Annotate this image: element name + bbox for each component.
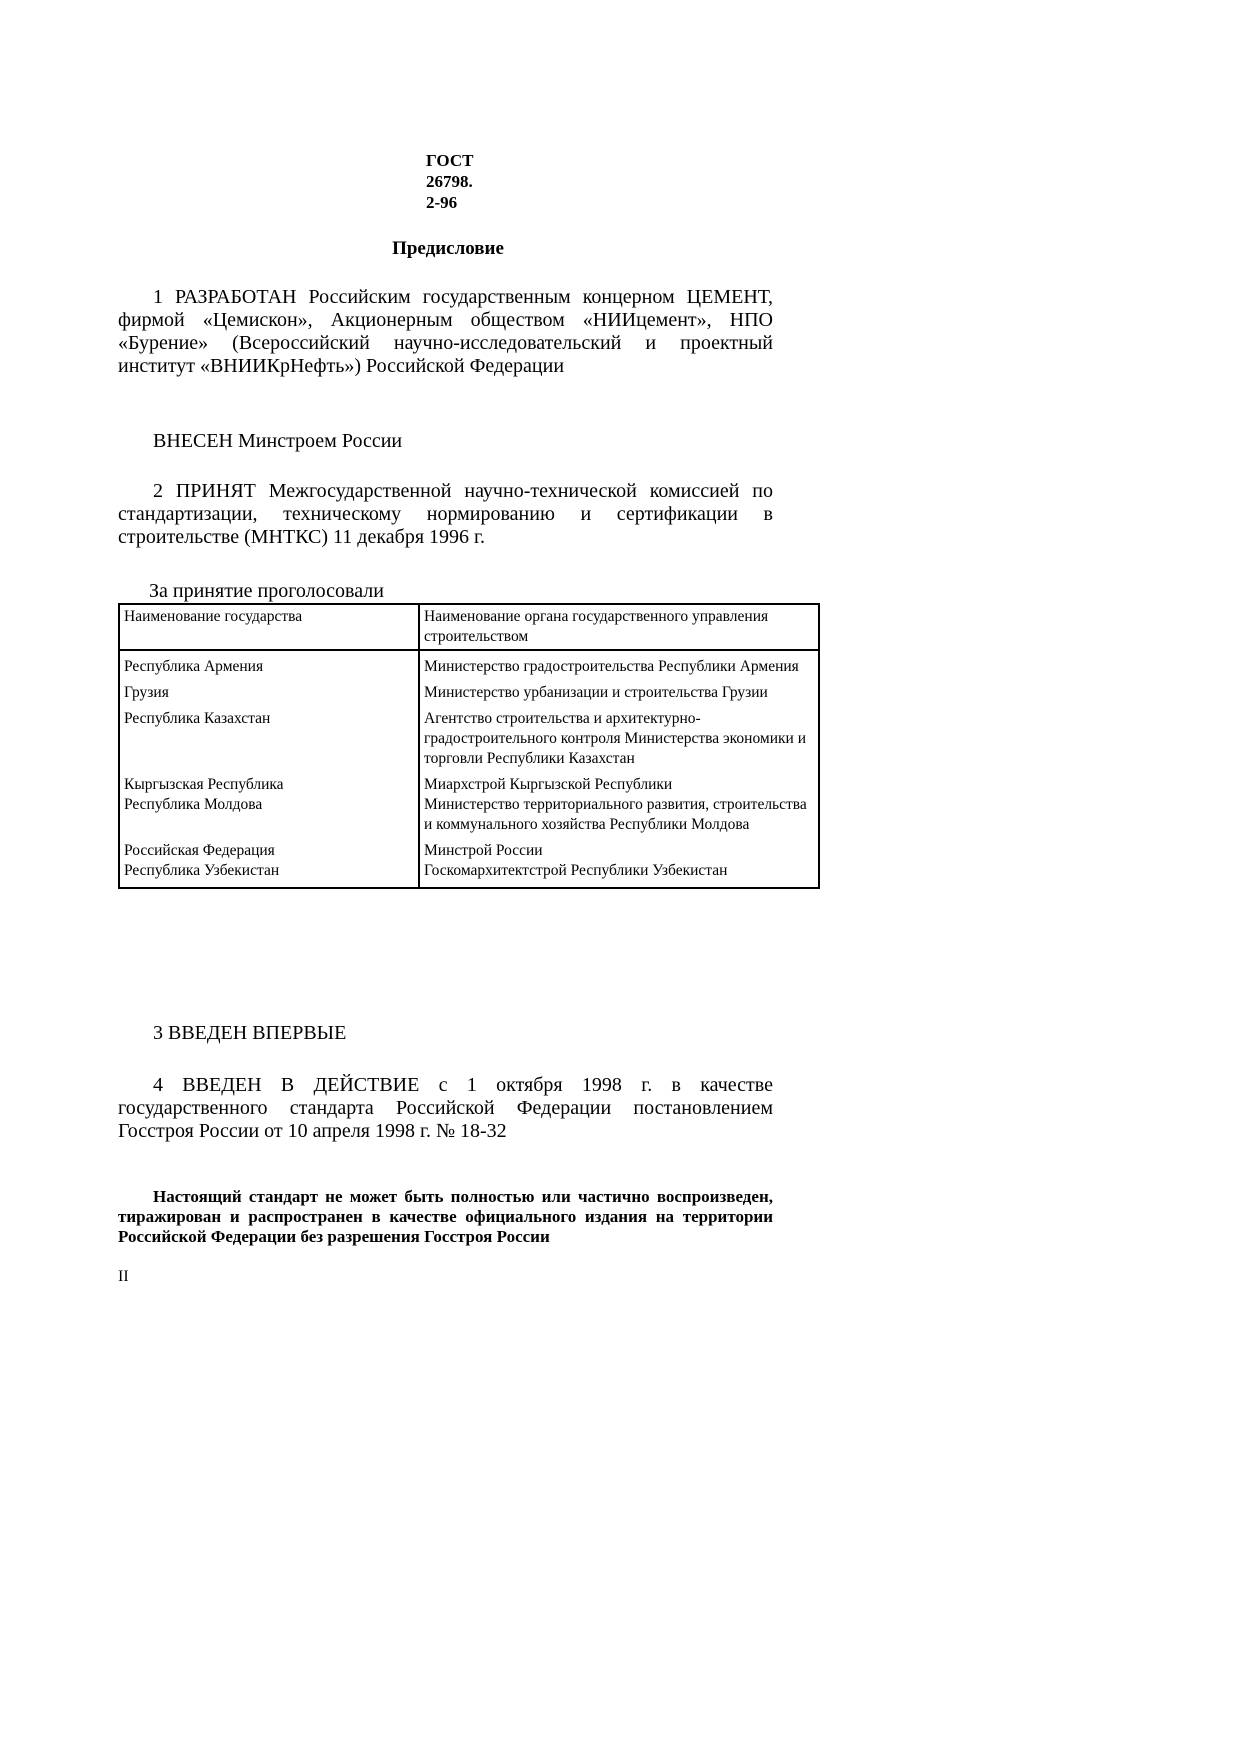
section-4-effective: 4 ВВЕДЕН В ДЕЙСТВИЕ с 1 октября 1998 г. в качестве государственного стандарта Российской Федерации постановлением Госстроя России от 10 апреля 1998 г. № 18-32 <box>118 1074 773 1142</box>
table-row <box>119 703 819 769</box>
section-1-developed-by: 1 РАЗРАБОТАН Российским государственным концерном ЦЕМЕНТ, фирмой «Цемискон», Акционерным обществом «НИИцемент», НПО «Бурение» (Всероссийский научно-исследовательский и проектный институт «ВНИИКрНефть») Российской Федерации <box>118 286 773 377</box>
body-cell: Агентство строительства и архитектурно-градостроительного контроля Министерства экономики и торговли Республики Казахстан <box>424 710 806 767</box>
state-cell: Грузия <box>119 677 419 703</box>
body-cell: Госкомархитектстрой Республики Узбекистан <box>424 862 728 879</box>
document-code <box>426 150 473 213</box>
table-row <box>119 795 819 835</box>
section-3-first-introduced: 3 ВВЕДЕН ВПЕРВЫЕ <box>153 1022 347 1044</box>
state-cell: Республика Узбекистан <box>119 861 419 888</box>
copyright-notice: Настоящий стандарт не может быть полностью или частично воспроизведен, тиражирован и распространен в качестве официального издания на территории Российской Федерации без разрешения Госстроя России <box>118 1187 773 1246</box>
document-code-line: 26798. <box>426 172 473 191</box>
state-cell: Республика Молдова <box>119 795 419 835</box>
document-code-line: 2-96 <box>426 193 458 212</box>
body-cell: Минстрой России <box>424 842 543 859</box>
document-code-line: ГОСТ <box>426 151 474 170</box>
table-row <box>119 769 819 795</box>
introduced-by: ВНЕСЕН Минстроем России <box>153 430 403 452</box>
body-cell: Миархстрой Кыргызской Республики <box>424 776 673 793</box>
body-cell: Министерство территориального развития, строительства и коммунального хозяйства Республики Молдова <box>424 796 807 833</box>
state-cell: Кыргызская Республика <box>119 769 419 795</box>
votes-caption: За принятие проголосовали <box>149 580 384 602</box>
table-row <box>119 861 819 888</box>
state-cell: Республика Казахстан <box>119 703 419 769</box>
page-title: Предисловие <box>392 238 504 259</box>
body-cell: Министерство градостроительства Республики Армения <box>424 658 799 675</box>
table-row <box>119 677 819 703</box>
votes-table <box>118 603 820 889</box>
page-number: II <box>118 1268 129 1285</box>
body-cell: Министерство урбанизации и строительства Грузии <box>424 684 768 701</box>
state-cell: Российская Федерация <box>119 835 419 861</box>
table-row <box>119 835 819 861</box>
table-row <box>119 650 819 677</box>
state-cell: Республика Армения <box>119 650 419 677</box>
table-header-row <box>119 604 819 650</box>
header-body: Наименование органа государственного управления строительством <box>419 604 819 650</box>
section-2-adopted: 2 ПРИНЯТ Межгосударственной научно-технической комиссией по стандартизации, техническому нормированию и сертификации в строительстве (МНТКС) 11 декабря 1996 г. <box>118 480 773 548</box>
header-state: Наименование государства <box>119 604 419 650</box>
